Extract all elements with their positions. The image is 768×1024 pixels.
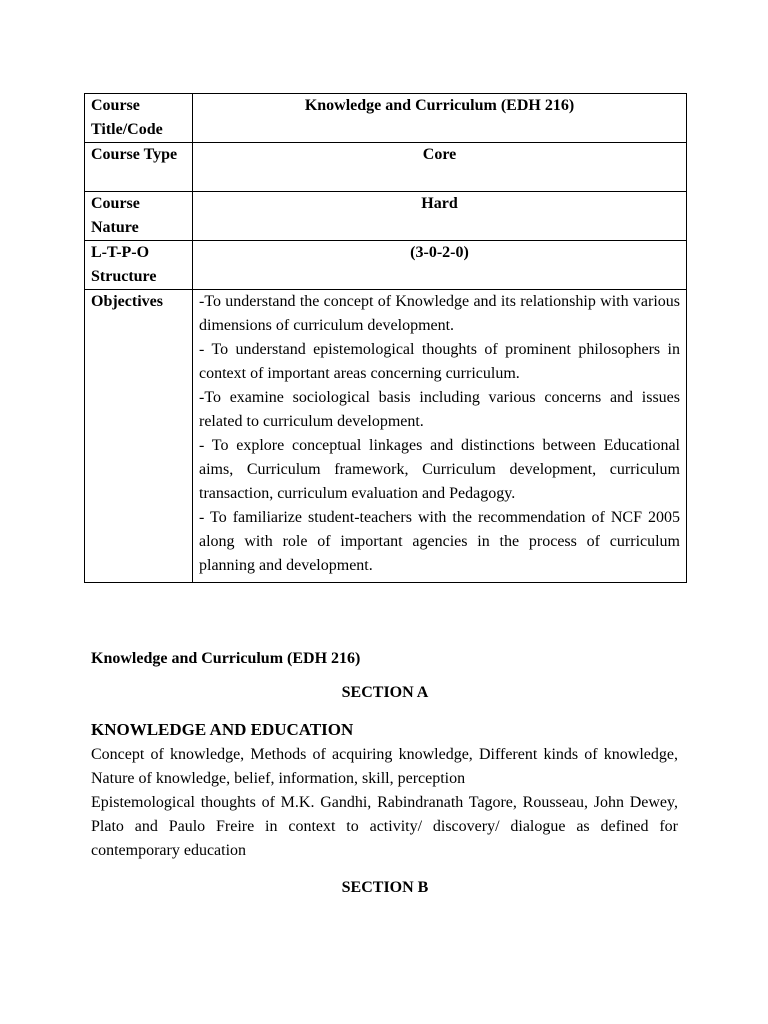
objectives-list (193, 290, 687, 583)
row-value-ltpo-structure: (3-0-2-0) (193, 241, 687, 290)
course-info-table (84, 93, 687, 583)
table-row-course-title (85, 94, 687, 143)
section-a-paragraph-1: Concept of knowledge, Methods of acquiring knowledge, Different kinds of knowledge, Nature of knowledge, belief, information, skill, perception (91, 746, 678, 787)
section-a-paragraph-2: Epistemological thoughts of M.K. Gandhi, Rabindranath Tagore, Rousseau, John Dewey, Plato and Paulo Freire in context to activity/ discovery/ dialogue as defined for contemporary education (91, 794, 678, 859)
section-a-topic-heading: KNOWLEDGE AND EDUCATION (91, 720, 354, 739)
table-row-objectives (85, 290, 687, 583)
row-value-course-nature: Hard (193, 192, 687, 241)
objective-item-2: - To understand epistemological thoughts of prominent philosophers in context of important areas concerning curriculum. (199, 341, 680, 382)
row-label-course-nature: Course Nature (85, 192, 193, 241)
objective-item-1: -To understand the concept of Knowledge and its relationship with various dimensions of curriculum development. (199, 293, 680, 334)
section-b-heading: SECTION B (341, 879, 429, 896)
objective-item-4: - To explore conceptual linkages and distinctions between Educational aims, Curriculum framework, Curriculum development, curriculum transaction, curriculum evaluation and Pedagogy. (199, 437, 680, 502)
row-label-course-title: Course Title/Code (85, 94, 193, 143)
table-row-course-type (85, 143, 687, 192)
table-row-course-nature (85, 192, 687, 241)
objective-item-5: - To familiarize student-teachers with the recommendation of NCF 2005 along with role of important agencies in the process of curriculum planning and development. (199, 509, 680, 574)
objective-item-3: -To examine sociological basis including various concerns and issues related to curriculum development. (199, 389, 680, 430)
row-label-objectives: Objectives (85, 290, 193, 583)
row-label-ltpo-structure: L-T-P-O Structure (85, 241, 193, 290)
table-row-ltpo-structure (85, 241, 687, 290)
row-value-course-title: Knowledge and Curriculum (EDH 216) (193, 94, 687, 143)
section-a-content (91, 743, 678, 863)
row-value-course-type: Core (193, 143, 687, 192)
row-label-course-type: Course Type (85, 143, 193, 192)
section-a-heading: SECTION A (341, 684, 429, 701)
syllabus-title: Knowledge and Curriculum (EDH 216) (91, 650, 361, 667)
